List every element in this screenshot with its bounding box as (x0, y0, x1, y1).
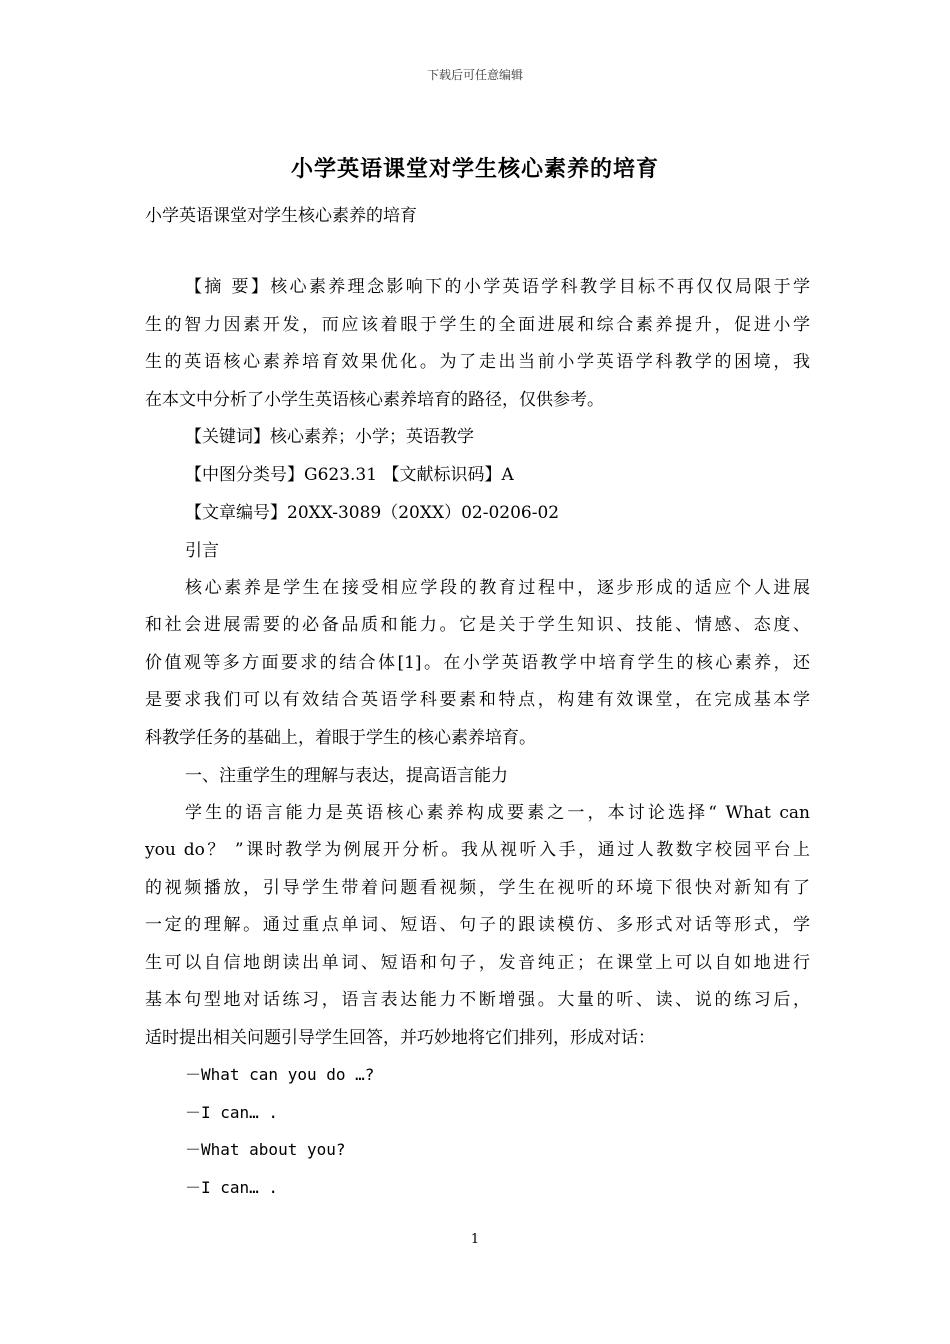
section-1-line: 学生的语言能力是英语核心素养构成要素之一，本讨论选择“ What can (185, 803, 810, 823)
abstract-line: 【摘 要】核心素养理念影响下的小学英语学科教学目标不再仅仅局限于学 (185, 277, 810, 297)
intro-line: 是要求我们可以有效结合英语学科要素和特点，构建有效课堂，在完成基本学 (145, 690, 810, 710)
page-number: 1 (470, 1232, 480, 1247)
dialogue-line: －I can… . (185, 1178, 279, 1197)
section-1-heading: 一、注重学生的理解与表达，提高语言能力 (185, 766, 508, 786)
section-1-line: 生可以自信地朗读出单词、短语和句子，发音纯正；在课堂上可以自如地进行 (145, 953, 810, 973)
page-header: 下载后可任意编辑 (426, 68, 523, 82)
section-1-line: 一定的理解。通过重点单词、短语、句子的跟读模仿、多形式对话等形式，学 (145, 915, 810, 935)
abstract-line: 在本文中分析了小学生英语核心素养培育的路径，仅供参考。 (145, 390, 604, 410)
intro-heading: 引言 (185, 541, 219, 561)
abstract-line: 生的英语核心素养培育效果优化。为了走出当前小学英语学科教学的困境，我 (145, 352, 810, 372)
section-1-line: 适时提出相关问题引导学生回答，并巧妙地将它们排列，形成对话： (145, 1028, 655, 1048)
document-title: 小学英语课堂对学生核心素养的培育 (290, 156, 659, 182)
classification-number: 【中图分类号】G623.31 【文献标识码】A (185, 465, 514, 485)
keywords: 【关键词】核心素养；小学；英语教学 (185, 427, 474, 447)
section-1-line: 的视频播放，引导学生带着问题看视频，学生在视听的环境下很快对新知有了 (145, 878, 810, 898)
section-1-line: you do？ ”课时教学为例展开分析。我从视听入手，通过人教数字校园平台上 (145, 840, 810, 860)
intro-line: 价值观等多方面要求的结合体[1]。在小学英语教学中培育学生的核心素养，还 (145, 653, 810, 673)
dialogue-line: －What can you do …? (185, 1065, 375, 1084)
abstract-line: 生的智力因素开发，而应该着眼于学生的全面进展和综合素养提升，促进小学 (145, 315, 810, 335)
article-number: 【文章编号】20XX-3089（20XX）02-0206-02 (185, 503, 560, 523)
section-1-line: 基本句型地对话练习，语言表达能力不断增强。大量的听、读、说的练习后， (145, 990, 810, 1010)
document-subtitle: 小学英语课堂对学生核心素养的培育 (145, 206, 417, 226)
intro-line: 核心素养是学生在接受相应学段的教育过程中，逐步形成的适应个人进展 (185, 578, 810, 598)
dialogue-line: －I can… . (185, 1103, 279, 1122)
intro-line: 科教学任务的基础上，着眼于学生的核心素养培育。 (145, 728, 536, 748)
dialogue-line: －What about you? (185, 1140, 346, 1159)
intro-line: 和社会进展需要的必备品质和能力。它是关于学生知识、技能、情感、态度、 (145, 615, 810, 635)
